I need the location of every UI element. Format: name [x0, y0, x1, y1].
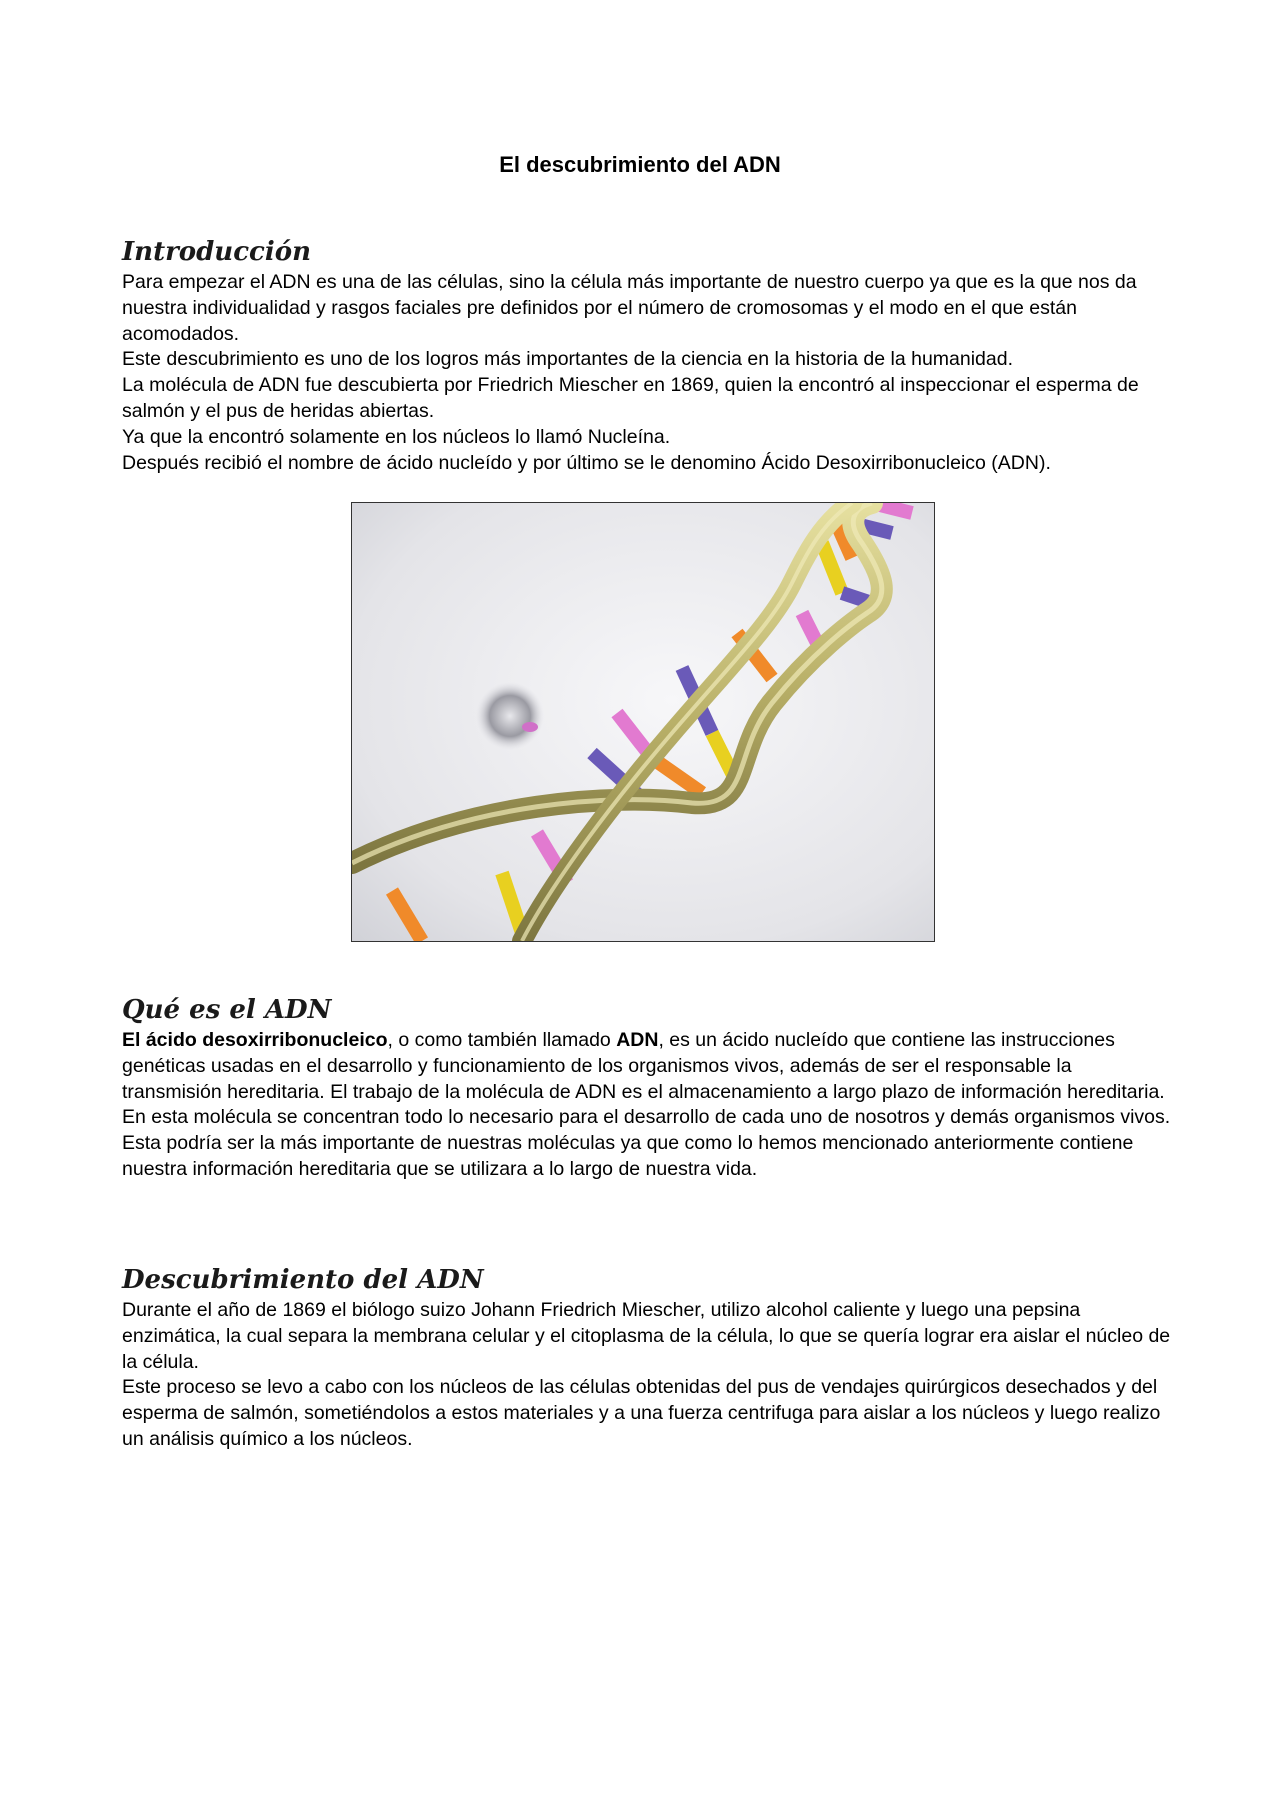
intro-paragraph-5: Después recibió el nombre de ácido nucleído y por último se le denomino Ácido Desoxirribonucleico (ADN). [122, 451, 1051, 474]
que-es-text-2: , es un ácido nucleído que contiene las instrucciones genéticas usadas en el desarrollo y funcionamiento de los organismos vivos, además de ser el responsable la transmisión hereditaria. El trabajo de la molécula de ADN es el almacenamiento a largo plazo de información hereditaria. [122, 1029, 1165, 1103]
intro-paragraph-3: La molécula de ADN fue descubierta por Friedrich Miescher en 1869, quien la encontró al inspeccionar el esperma de salmón y el pus de heridas abiertas. [122, 374, 1139, 422]
que-es-text-1: , o como también llamado [387, 1029, 617, 1051]
intro-paragraph-1: Para empezar el ADN es una de las células, sino la célula más importante de nuestro cuerpo ya que es la que nos da nuestra individualidad y rasgos faciales pre definidos por el número de cromosomas y el modo en el que están acomodados. [122, 271, 1137, 345]
que-es-section [122, 994, 1172, 1183]
que-es-heading: Qué es el ADN [122, 995, 332, 1025]
document-title: El descubrimiento del ADN [499, 152, 781, 177]
descubrimiento-paragraph-1: Durante el año de 1869 el biólogo suizo Johann Friedrich Miescher, utilizo alcohol caliente y luego una pepsina enzimática, la cual separa la membrana celular y el citoplasma de la célula, lo que se quería lograr era aislar el núcleo de la célula. [122, 1299, 1171, 1373]
bold-term-adn: ADN [616, 1029, 659, 1051]
descubrimiento-paragraph-2: Este proceso se levo a cabo con los núcleos de las células obtenidas del pus de vendajes quirúrgicos desechados y del esperma de salmón, sometiéndolos a estos materiales y a una fuerza centrifuga para aislar a los núcleos y luego realizo un análisis químico a los núcleos. [122, 1376, 1161, 1450]
descubrimiento-section [122, 1264, 1172, 1453]
dna-helix-illustration [352, 503, 934, 941]
intro-heading: Introducción [122, 237, 311, 267]
bold-term-acido: El ácido desoxirribonucleico [122, 1029, 388, 1051]
intro-paragraph-2: Este descubrimiento es uno de los logros más importantes de la ciencia en la historia de la humanidad. [122, 348, 1014, 371]
intro-paragraph-4: Ya que la encontró solamente en los núcleos lo llamó Nucleína. [122, 425, 671, 448]
que-es-paragraph-2: En esta molécula se concentran todo lo necesario para el desarrollo de cada uno de nosotros y demás organismos vivos. [122, 1106, 1171, 1129]
descubrimiento-heading: Descubrimiento del ADN [122, 1265, 484, 1295]
que-es-paragraph-3: Esta podría ser la más importante de nuestras moléculas ya que como lo hemos mencionado anteriormente contiene nuestra información hereditaria que se utilizara a lo largo de nuestra vida. [122, 1132, 1134, 1180]
intro-section [122, 236, 1172, 476]
que-es-paragraph-1 [122, 1028, 1172, 1105]
dna-helix-image [351, 502, 935, 942]
